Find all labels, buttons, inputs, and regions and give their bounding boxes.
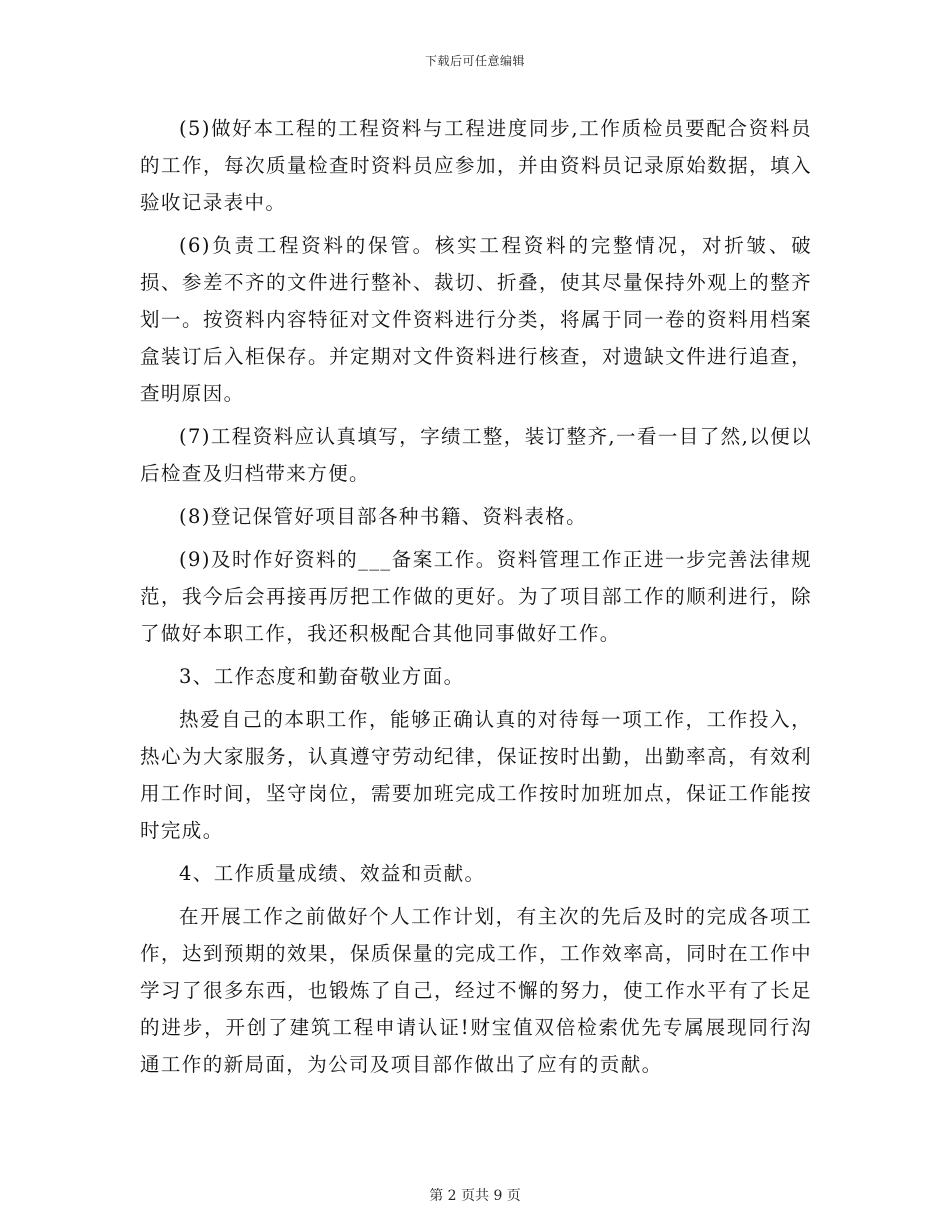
paragraph-item-9: (9)及时作好资料的___备案工作。资料管理工作正进一步完善法律规范，我今后会再接再厉把工作做的更好。为了项目部工作的顺利进行，除了做好本职工作，我还积极配合其他同事做好工作。 [140,548,812,645]
section-heading-quality: 4、工作质量成绩、效益和贡献。 [179,862,486,885]
paragraph-item-5: (5)做好本工程的工程资料与工程进度同步,工作质检员要配合资料员的工作，每次质量检查时资料员应参加，并由资料员记录原始数据，填入验收记录表中。 [140,117,812,214]
paragraph-quality: 在开展工作之前做好个人工作计划，有主次的先后及时的完成各项工作，达到预期的效果，保质保量的完成工作，工作效率高，同时在工作中学习了很多东西，也锻炼了自己，经过不懈的努力，使工作水平有了长足的进步，开创了建筑工程申请认证!财宝值双倍检索优先专属展现同行沟通工作的新局面，为公司及项目部作做出了应有的贡献。 [140,905,812,1076]
paragraph-item-6: (6)负责工程资料的保管。核实工程资料的完整情况，对折皱、破损、参差不齐的文件进行整补、裁切、折叠，使其尽量保持外观上的整齐划一。按资料内容特征对文件资料进行分类，将属于同一卷的资料用档案盒装订后入柜保存。并定期对文件资料进行核查，对遗缺文件进行追查，查明原因。 [140,234,812,405]
document-body [140,110,812,1089]
paragraph-item-7: (7)工程资料应认真填写，字绩工整，装订整齐,一看一目了然,以便以后检查及归档带来方便。 [140,425,812,485]
paragraph-attitude: 热爱自己的本职工作，能够正确认真的对待每一项工作，工作投入，热心为大家服务，认真遵守劳动纪律，保证按时出勤，出勤率高，有效利用工作时间，坚守岗位，需要加班完成工作按时加班加点，保证工作能按时完成。 [140,708,812,842]
section-heading-attitude: 3、工作态度和勤奋敬业方面。 [179,665,465,688]
page-header: 下载后可任意编辑 [424,54,525,68]
page-footer: 第 2 页共 9 页 [429,1188,521,1204]
paragraph-item-8: (8)登记保管好项目部各种书籍、资料表格。 [179,505,588,528]
